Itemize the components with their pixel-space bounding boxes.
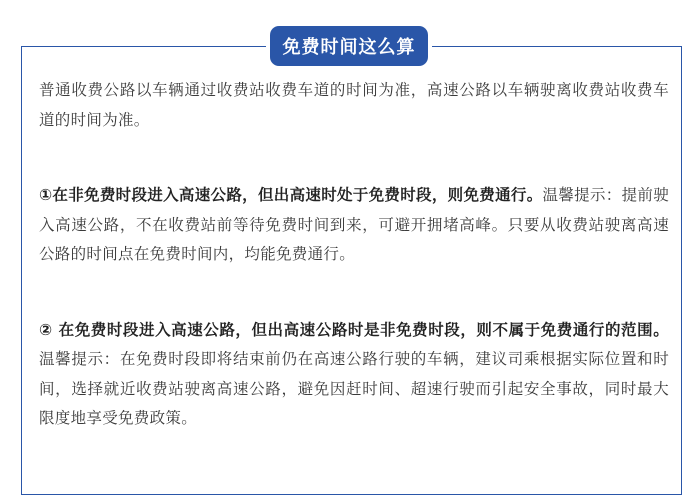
case-1-paragraph bbox=[39, 181, 669, 270]
case-2-paragraph bbox=[39, 316, 669, 434]
intro-paragraph bbox=[39, 76, 669, 135]
section-title: 免费时间这么算 bbox=[282, 37, 416, 58]
case-2-tip: 温馨提示：在免费时段即将结束前仍在高速公路行驶的车辆，建议司乘根据实际位置和时间，选择就近收费站驶离高速公路，避免因赶时间、超速行驶而引起安全事故，同时最大限度地享受免费政策。 bbox=[39, 350, 669, 427]
case-1-tip: 温馨提示：提前驶入高速公路，不在收费站前等待免费时间到来，可避开拥堵高峰。只要从收费站驶离高速公路的时间点在免费时间内，均能免费通行。 bbox=[39, 186, 669, 263]
case-2-heading: ② 在免费时段进入高速公路，但出高速公路时是非免费时段，则不属于免费通行的范围。 bbox=[39, 320, 669, 339]
case-1-heading: ①在非免费时段进入高速公路，但出高速时处于免费时段，则免费通行。 bbox=[39, 186, 543, 204]
content-body bbox=[39, 76, 669, 434]
section-title-badge bbox=[270, 26, 428, 66]
intro-text: 普通收费公路以车辆通过收费站收费车道的时间为准，高速公路以车辆驶离收费站收费车道的时间为准。 bbox=[39, 81, 669, 129]
